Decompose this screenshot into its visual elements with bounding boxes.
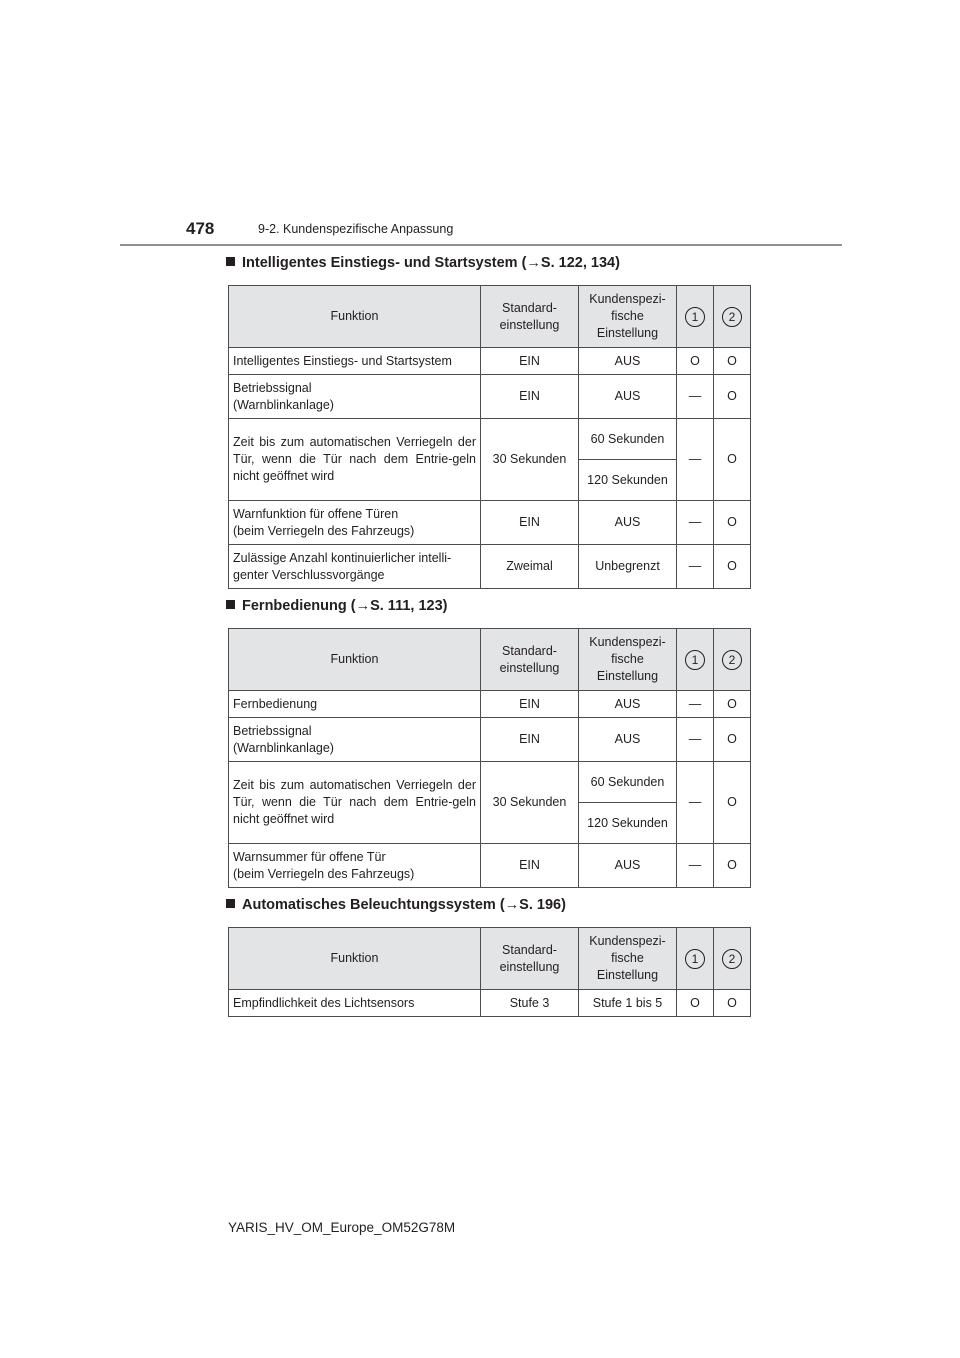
cell-funktion: Betriebssignal (Warnblinkanlage) [229, 375, 481, 419]
section-title-text: Intelligentes Einstiegs- und Startsystem (→S. 122, 134) [242, 255, 620, 271]
cell-standard: EIN [481, 844, 579, 888]
cell-custom: AUS [579, 348, 677, 375]
header-funktion: Funktion [229, 286, 481, 348]
circled-1-icon: 1 [685, 949, 705, 969]
cell-custom-option-b: 120 Sekunden [579, 803, 677, 844]
cell-custom-option-b: 120 Sekunden [579, 460, 677, 501]
cell-custom: AUS [579, 375, 677, 419]
header-standard: Standard- einstellung [481, 286, 579, 348]
section-title-smart-entry [226, 255, 620, 271]
cell-funktion: Empfindlichkeit des Lichtsensors [229, 990, 481, 1017]
cell-funktion: Warnsummer für offene Tür (beim Verriegeln des Fahrzeugs) [229, 844, 481, 888]
cell-funktion: Intelligentes Einstiegs- und Startsystem [229, 348, 481, 375]
cell-col1: O [677, 348, 714, 375]
cell-funktion: Warnfunktion für offene Türen (beim Verriegeln des Fahrzeugs) [229, 501, 481, 545]
circled-2-icon: 2 [722, 949, 742, 969]
document-code: YARIS_HV_OM_Europe_OM52G78M [228, 1220, 456, 1235]
header-standard: Standard- einstellung [481, 629, 579, 691]
cell-col1: O [677, 990, 714, 1017]
cell-custom: AUS [579, 844, 677, 888]
table-row [229, 375, 751, 419]
cell-col1: — [677, 691, 714, 718]
cell-col2: O [714, 844, 751, 888]
cell-custom: AUS [579, 691, 677, 718]
cell-col2: O [714, 419, 751, 501]
table-row [229, 501, 751, 545]
cell-col1: — [677, 501, 714, 545]
cell-col2: O [714, 990, 751, 1017]
cell-standard: 30 Sekunden [481, 419, 579, 501]
table-row [229, 844, 751, 888]
section-title-text: Fernbedienung (→S. 111, 123) [242, 598, 448, 614]
cell-standard: EIN [481, 718, 579, 762]
table-row [229, 419, 751, 460]
header-col1 [677, 629, 714, 691]
header-custom: Kundenspezi- fische Einstellung [579, 286, 677, 348]
header-col1 [677, 286, 714, 348]
cell-col2: O [714, 375, 751, 419]
cell-standard: Stufe 3 [481, 990, 579, 1017]
table-row [229, 762, 751, 803]
header-col2 [714, 928, 751, 990]
header-custom: Kundenspezi- fische Einstellung [579, 928, 677, 990]
cell-col1: — [677, 844, 714, 888]
cell-standard: EIN [481, 348, 579, 375]
section-title-lighting [226, 897, 566, 913]
cell-custom: AUS [579, 718, 677, 762]
header-col1 [677, 928, 714, 990]
cell-col2: O [714, 545, 751, 589]
square-bullet-icon [226, 257, 235, 266]
cell-col2: O [714, 348, 751, 375]
circled-1-icon: 1 [685, 307, 705, 327]
settings-table-remote [228, 628, 751, 888]
cell-funktion: Zeit bis zum automatischen Verriegeln der Tür, wenn die Tür nach dem Entrie-geln nicht geöffnet wird [229, 419, 481, 501]
cell-standard: EIN [481, 375, 579, 419]
circled-2-icon: 2 [722, 650, 742, 670]
cell-funktion: Betriebssignal (Warnblinkanlage) [229, 718, 481, 762]
header-custom: Kundenspezi- fische Einstellung [579, 629, 677, 691]
cell-custom-option-a: 60 Sekunden [579, 762, 677, 803]
settings-table-lighting [228, 927, 751, 1017]
cell-col1: — [677, 762, 714, 844]
table-row [229, 990, 751, 1017]
cell-col1: — [677, 419, 714, 501]
cell-standard: Zweimal [481, 545, 579, 589]
header-rule [120, 244, 842, 246]
header-standard: Standard- einstellung [481, 928, 579, 990]
table-header-row [229, 928, 751, 990]
cell-custom: Stufe 1 bis 5 [579, 990, 677, 1017]
settings-table-smart-entry [228, 285, 751, 589]
table-row [229, 691, 751, 718]
cell-funktion: Zeit bis zum automatischen Verriegeln der Tür, wenn die Tür nach dem Entrie-geln nicht geöffnet wird [229, 762, 481, 844]
section-title-remote [226, 598, 447, 614]
cell-col1: — [677, 545, 714, 589]
table-row [229, 348, 751, 375]
table-row [229, 718, 751, 762]
cell-standard: EIN [481, 691, 579, 718]
cell-col2: O [714, 501, 751, 545]
cell-funktion: Fernbedienung [229, 691, 481, 718]
cell-standard: EIN [481, 501, 579, 545]
running-head: 9-2. Kundenspezifische Anpassung [258, 222, 454, 236]
section-title-text: Automatisches Beleuchtungssystem (→S. 196) [242, 897, 566, 913]
square-bullet-icon [226, 899, 235, 908]
cell-custom: Unbegrenzt [579, 545, 677, 589]
circled-2-icon: 2 [722, 307, 742, 327]
table-header-row [229, 286, 751, 348]
table-header-row [229, 629, 751, 691]
cell-col2: O [714, 762, 751, 844]
header-col2 [714, 629, 751, 691]
cell-col1: — [677, 375, 714, 419]
cell-col2: O [714, 718, 751, 762]
cell-funktion: Zulässige Anzahl kontinuierlicher intelli- genter Verschlussvorgänge [229, 545, 481, 589]
page-number: 478 [186, 219, 215, 238]
header-funktion: Funktion [229, 629, 481, 691]
header-col2 [714, 286, 751, 348]
header-funktion: Funktion [229, 928, 481, 990]
circled-1-icon: 1 [685, 650, 705, 670]
cell-custom-option-a: 60 Sekunden [579, 419, 677, 460]
cell-col2: O [714, 691, 751, 718]
cell-standard: 30 Sekunden [481, 762, 579, 844]
cell-col1: — [677, 718, 714, 762]
cell-custom: AUS [579, 501, 677, 545]
table-row [229, 545, 751, 589]
square-bullet-icon [226, 600, 235, 609]
